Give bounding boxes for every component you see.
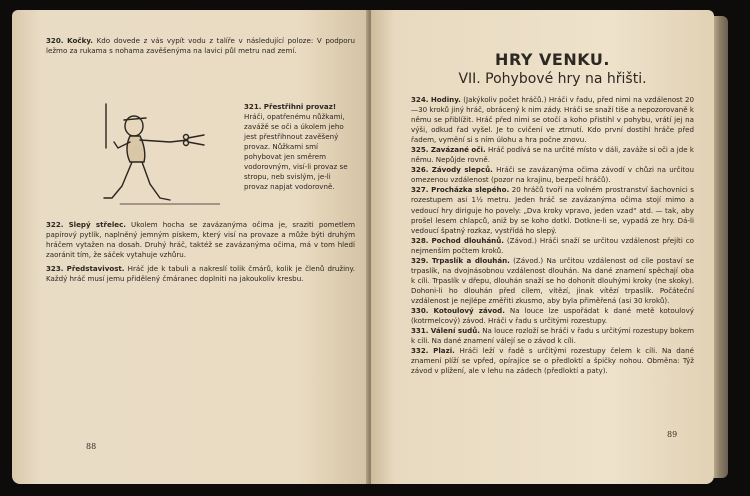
left-page — [12, 10, 369, 484]
paragraph-321: 321. Přestřihni provaz! Hráči, opatřenému nůžkami, zavážě se oči a úkolem jeho jest přestřihnout zavěšený provaz. Nůžkami smí pohybovat jen směrem vodorovným, visí-li provaz se stropu, neb svislým, je-li provaz napjat vodorovně. — [244, 102, 348, 192]
paragraph-330: 330. Kotoulový závod. Na louce lze uspořádat k dané metě kotoulový (kotrmelcový) závod. Hráči v řadu s určitými rozestupy. — [411, 305, 694, 326]
paragraph-329: 329. Trpaslík a dlouhán. (Závod.) Na určitou vzdálenost od cíle postaví se trpaslík, na dvojnásobnou vzdálenost dlouhán. Na dané znamení spěchají oba k cíli. Trpaslík v dřepu, dlouhán snaží se ho dohonit dlouhými kroky (ne skoky). Dohoni-li ho dlouhán před cílem, vítězí, jinak vítězí trpaslík. Počáteční vzdálenost je nejlépe změřiti zkusmo, aby byla přiměřená (asi 30 kroků). — [411, 255, 694, 305]
page-number-left: 88 — [86, 442, 97, 451]
paragraph-325: 325. Zavázané oči. Hráč podívá se na určité místo v dáli, zaváže si oči a jde k němu. Nepůjde rovně. — [411, 145, 694, 165]
boy-with-scissors-illustration — [100, 102, 220, 214]
paragraph-320: 320. Kočky. Kdo dovede z vás vypít vodu z talíře v následující poloze: V podporu ležmo za rukama s nohama zavěšenýma na lavici půl metru nad zemí. — [46, 36, 355, 56]
paragraph-328: 328. Pochod dlouhánů. (Závod.) Hráči snaží se určitou vzdálenost přejíti co nejmenším počtem kroků. — [411, 235, 694, 255]
chapter-subheading: VII. Pohybové hry na hřišti. — [458, 71, 647, 87]
page-number-right: 89 — [667, 430, 678, 439]
open-book — [12, 10, 728, 484]
paragraph-322: 322. Slepý střelec. Ukolem hocha se zavázanýma očima je, sraziti pometlem papírový pytlík, naplněný jemným pískem, který visí na provaze a může býti druhým hráčem vytažen na dosah. Druhý hráč, taktéž se zavázanýma očima, má v tom hledí zaoránit tím, že sáček vytahuje vzhůru. — [46, 220, 355, 260]
paragraph-332: 332. Plazi. Hráči leží v řadě s určitými rozestupy čelem k cíli. Na dané znamení plíží se vpřed, opírajíce se o předloktí a špičky nohou. Obměna: Týž závod v plížení, ale v lehu na zádech (předloktí a paty). — [411, 346, 694, 376]
chapter-heading: HRY VENKU. — [495, 50, 610, 69]
page-block-edge — [714, 16, 728, 478]
paragraph-324: 324. Hodiny. (Jakýkoliv počet hráčů.) Hráči v řadu, před nimi na vzdálenost 20—30 kroků jiný hráč, obrácený k nim zády. Hráči se snaží tiše a nepozorovaně k němu se přiblížit. Hráč před nimi se otočí a koho přistihl v pohybu, vrátí jej na výši, odkud řad vyšel. Je to cvičení ve ztrnutí. Kdo první dostihl hráče před řadem, vymění si s ním úlohu a hra počne znovu. — [411, 95, 694, 145]
paragraph-331: 331. Válení sudů. Na louce rozloží se hráči v řadu s určitými rozestupy bokem k cíli. Na dané znamení válejí se o závod k cíli. — [411, 326, 695, 346]
paragraph-323: 323. Představivost. Hráč jde k tabuli a nakreslí tolik čmárů, kolik je členů družiny. Každý hráč musí jemu přidělený čmáranec doplniti na jakoukoliv kresbu. — [46, 264, 355, 284]
right-page — [371, 10, 714, 484]
paragraph-326: 326. Závody slepců. Hráči se zavázanýma očima závodí v chůzi na určitou omezenou vzdálenost (pozor na krajinu, bezpečí hráčů). — [411, 165, 694, 185]
paragraph-327: 327. Procházka slepého. 20 hráčů tvoří na volném prostranství šachovnici s rozestupem asi 1½ metru. Jeden hráč se zavázanýma očima stojí mimo a vedoucí hry diriguje ho povely: „Dva kroky vpravo, jeden vzad“ atd. — tak, aby prošel lesem chlapců, aniž by se koho dotkl. Dotkne-li se, vypadá ze hry. Dá-li vedoucí špatný rozkaz, vystřídá ho slepý. — [411, 185, 694, 235]
